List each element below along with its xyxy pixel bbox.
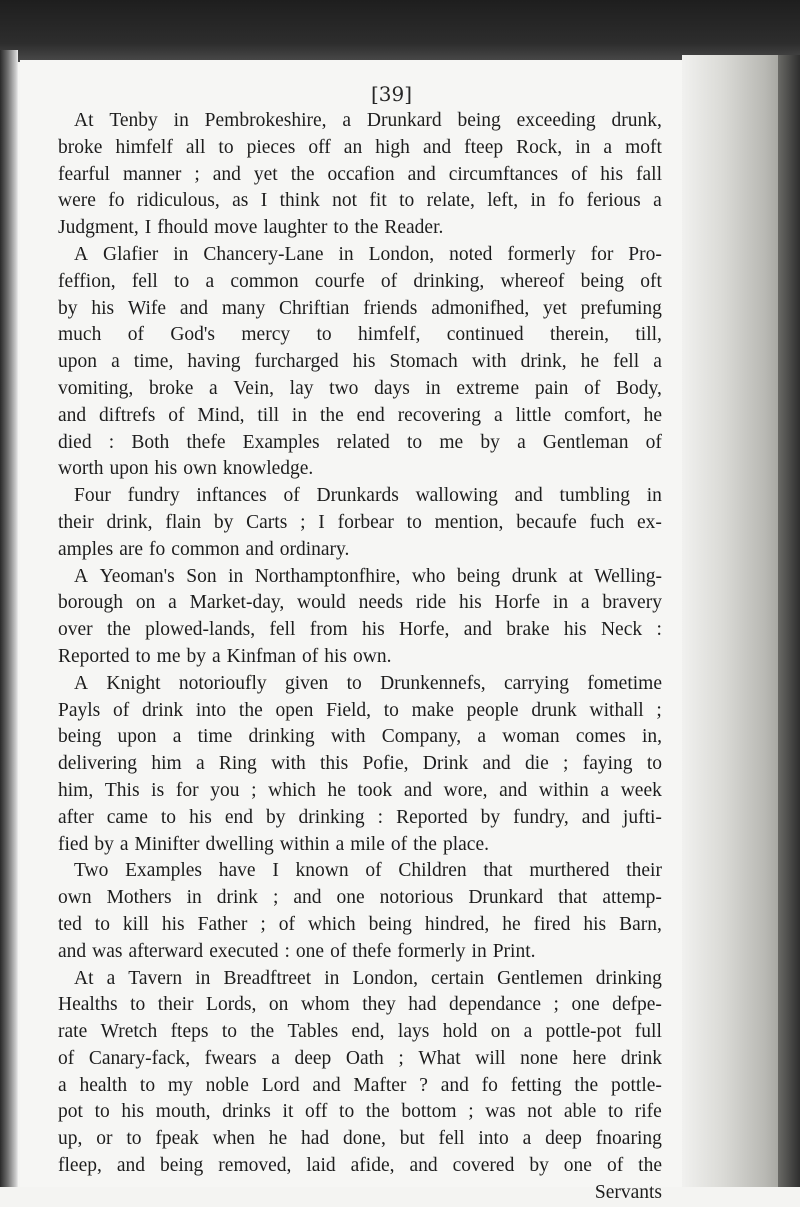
scan-top-margin — [0, 0, 800, 62]
text-line: upon a time, having furcharged his Stomach with drink, he fell a — [58, 351, 662, 373]
text-line: him, This is for you ; which he took and wore, and within a week — [58, 779, 662, 801]
text-line: At Tenby in Pembrokeshire, a Drunkard being exceeding drunk, — [74, 110, 662, 131]
catchword: Servants — [594, 1181, 662, 1203]
text-line: fied by a Minifter dwelling within a mile of the place. — [58, 833, 489, 855]
text-line: over the plowed-lands, fell from his Horfe, and brake his Neck : — [58, 619, 662, 641]
text-line: and was afterward executed : one of thefe formerly in Print. — [58, 940, 536, 962]
text-line: died : Both thefe Examples related to me by a Gentleman of — [58, 431, 662, 453]
text-line: of Canary-fack, fwears a deep Oath ; What will none here drink — [58, 1047, 662, 1069]
scan-left-edge — [0, 50, 18, 1187]
text-line: Payls of drink into the open Field, to make people drunk withall ; — [58, 699, 662, 721]
text-line: pot to his mouth, drinks it off to the bottom ; was not able to rife — [58, 1101, 662, 1123]
text-line: fleep, and being removed, laid afide, and covered by one of the — [58, 1155, 662, 1177]
text-line: their drink, flain by Carts ; I forbear to mention, becaufe fuch ex- — [58, 511, 662, 533]
text-line: were fo ridiculous, as I think not fit to relate, left, in fo ferious a — [58, 190, 662, 212]
text-line: A Knight notorioufly given to Drunkennefs, carrying fometime — [74, 672, 662, 694]
text-line: by his Wife and many Chriftian friends admonifhed, yet prefuming — [58, 297, 662, 319]
text-line: a health to my noble Lord and Mafter ? and fo fetting the pottle- — [58, 1074, 662, 1096]
page-number: [39] — [371, 82, 413, 106]
text-line: broke himfelf all to pieces off an high and fteep Rock, in a moft — [58, 136, 662, 158]
text-line: ted to kill his Father ; of which being hindred, he fired his Barn, — [58, 913, 662, 935]
scan-right-edge — [778, 55, 800, 1187]
text-line: Four fundry inftances of Drunkards wallowing and tumbling in — [74, 485, 662, 507]
text-line: borough on a Market-day, would needs ride his Horfe in a bravery — [58, 592, 662, 614]
text-line: own Mothers in drink ; and one notorious Drunkard that attemp- — [58, 887, 662, 909]
text-line: Two Examples have I known of Children that murthered their — [74, 860, 662, 882]
text-line: At a Tavern in Breadftreet in London, certain Gentlemen drinking — [74, 967, 662, 989]
text-line: Judgment, I fhould move laughter to the Reader. — [58, 217, 444, 239]
text-line: vomiting, broke a Vein, lay two days in extreme pain of Body, — [58, 377, 662, 399]
text-line: after came to his end by drinking : Reported by fundry, and jufti- — [58, 806, 662, 828]
text-line: feffion, fell to a common courfe of drinking, whereof being oft — [58, 270, 662, 292]
text-line: being upon a time drinking with Company, a woman comes in, — [58, 726, 662, 748]
text-line: fearful manner ; and yet the occafion and circumftances of his fall — [58, 163, 662, 185]
body-text — [58, 108, 662, 1207]
text-line: worth upon his own knowledge. — [58, 458, 314, 480]
text-line: amples are fo common and ordinary. — [58, 538, 350, 560]
text-line: rate Wretch fteps to the Tables end, lays hold on a pottle-pot full — [58, 1021, 662, 1043]
text-line: and diftrefs of Mind, till in the end recovering a little comfort, he — [58, 404, 662, 426]
text-line: Reported to me by a Kinfman of his own. — [58, 645, 392, 667]
text-line: A Glafier in Chancery-Lane in London, noted formerly for Pro- — [74, 243, 662, 265]
text-line: up, or to fpeak when he had done, but fell into a deep fnoaring — [58, 1128, 662, 1150]
text-line: Healths to their Lords, on whom they had dependance ; one defpe- — [58, 994, 662, 1016]
text-line: much of God's mercy to himfelf, continued therein, till, — [58, 324, 662, 346]
text-line: delivering him a Ring with this Pofie, Drink and die ; faying to — [58, 753, 662, 775]
text-line: A Yeoman's Son in Northamptonfhire, who being drunk at Welling- — [74, 565, 662, 587]
